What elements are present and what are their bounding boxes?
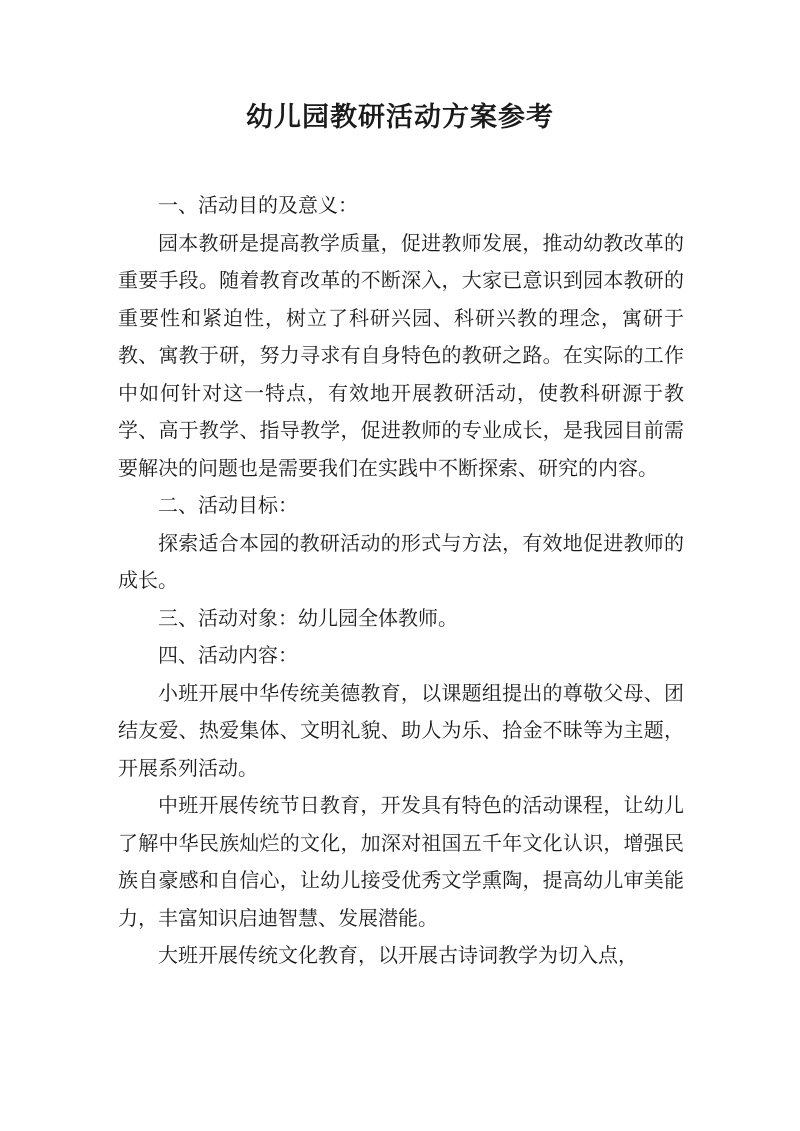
section-heading-audience: 三、活动对象：幼儿园全体教师。: [158, 605, 458, 630]
document-title: 幼儿园教研活动方案参考: [246, 102, 554, 133]
paragraph-large-class: 大班开展传统文化教育，以开展古诗词教学为切入点，: [158, 943, 638, 967]
paragraph-small-class: 小班开展中华传统美德教育，以课题组提出的尊敬父母、团结友爱、热爱集体、文明礼貌、助人为乐、拾金不昧等为主题，开展系列活动。: [118, 680, 684, 780]
document-body: [118, 187, 684, 975]
paragraph-purpose: 园本教研是提高教学质量，促进教师发展，推动幼教改革的重要手段。随着教育改革的不断深入，大家已意识到园本教研的重要性和紧迫性，树立了科研兴园、科研兴教的理念，寓研于教、寓教于研，努力寻求有自身特色的教研之路。在实际的工作中如何针对这一特点，有效地开展教研活动，使教科研源于教学、高于教学、指导教学，促进教师的专业成长，是我园目前需要解决的问题也是需要我们在实践中不断探索、研究的内容。: [118, 230, 684, 480]
paragraph-goals: 探索适合本园的教研活动的形式与方法，有效地促进教师的成长。: [118, 530, 684, 592]
paragraph-middle-class: 中班开展传统节日教育，开发具有特色的活动课程，让幼儿了解中华民族灿烂的文化，加深对祖国五千年文化认识，增强民族自豪感和自信心，让幼儿接受优秀文学熏陶，提高幼儿审美能力，丰富知识启迪智慧、发展潜能。: [118, 793, 684, 930]
section-heading-goals: 二、活动目标：: [158, 493, 298, 517]
section-heading-purpose: 一、活动目的及意义：: [158, 193, 358, 217]
section-heading-content: 四、活动内容：: [158, 643, 298, 667]
